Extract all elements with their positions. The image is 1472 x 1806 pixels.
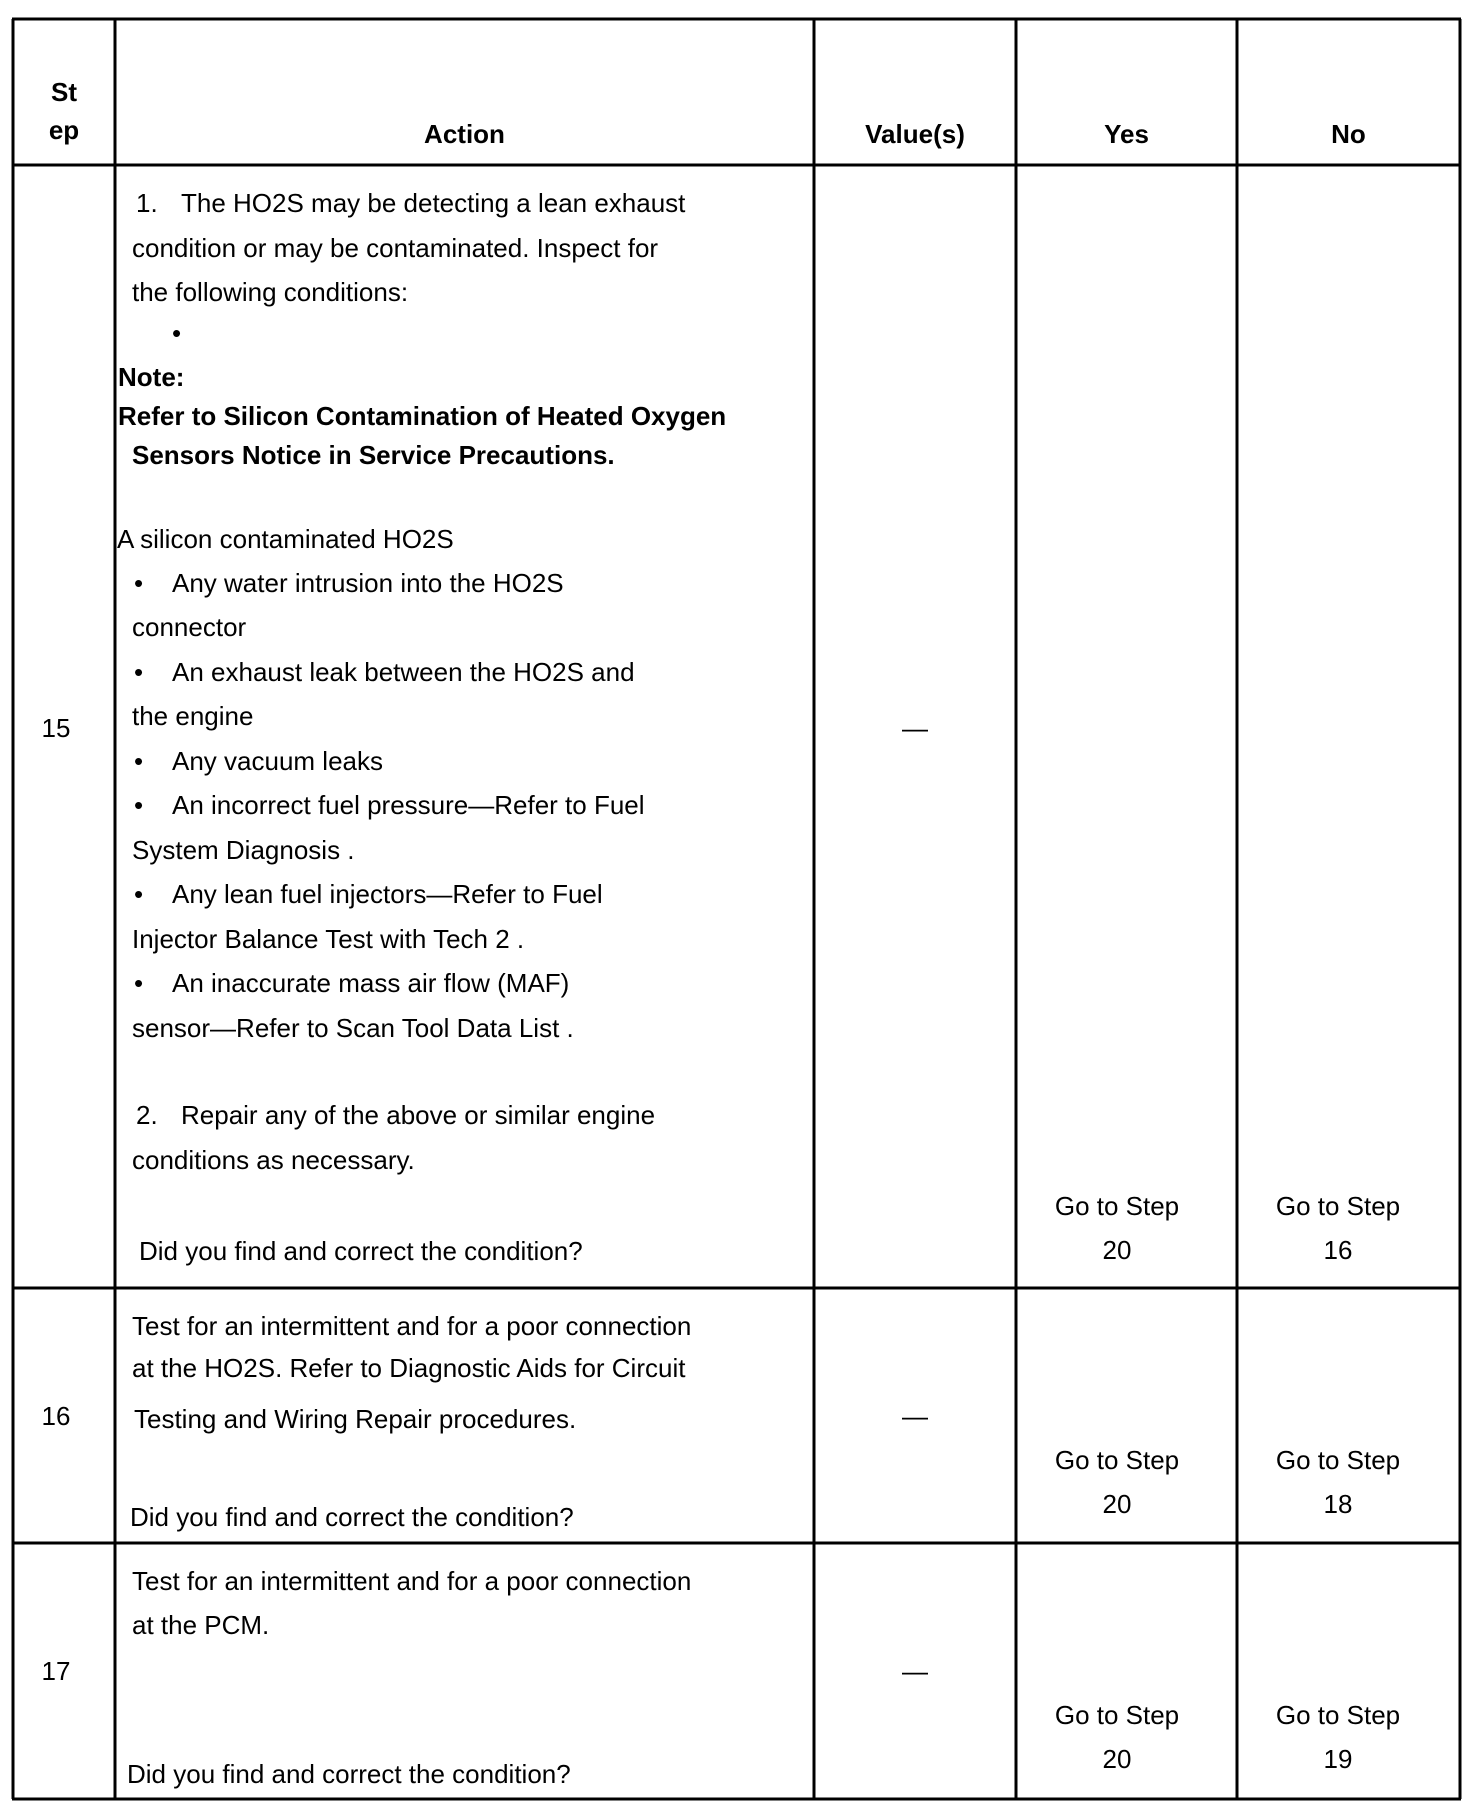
yes-goto-step: 20	[1102, 1489, 1132, 1519]
action-text-line: Repair any of the above or similar engine	[181, 1100, 656, 1130]
value-dash: —	[902, 1401, 928, 1431]
no-goto-step: 19	[1323, 1744, 1353, 1774]
item-number: 1.	[136, 188, 158, 218]
bullet-icon: •	[134, 968, 144, 998]
bullet-icon: •	[134, 879, 144, 909]
action-text-line: Testing and Wiring Repair procedures.	[134, 1404, 577, 1434]
yes-goto-label: Go to Step	[1054, 1445, 1180, 1475]
bullet-text-line: An inaccurate mass air flow (MAF)	[172, 968, 570, 998]
bullet-text-line: Injector Balance Test with Tech 2 .	[132, 924, 525, 954]
bullet-icon: •	[134, 746, 144, 776]
bullet-icon: •	[134, 790, 144, 820]
header-values: Value(s)	[865, 119, 965, 149]
value-dash: —	[902, 713, 928, 743]
action-text-line: A silicon contaminated HO2S	[117, 524, 454, 554]
bullet-text-line: An incorrect fuel pressure—Refer to Fuel	[172, 790, 645, 820]
no-goto-label: Go to Step	[1275, 1191, 1401, 1221]
action-text-line: Test for an intermittent and for a poor connection	[132, 1566, 692, 1596]
bullet-text-line: the engine	[132, 701, 254, 731]
no-goto-step: 16	[1323, 1235, 1353, 1265]
yes-goto	[1017, 1445, 1217, 1519]
bullet-text-line: Any vacuum leaks	[172, 746, 383, 776]
item-number: 2.	[136, 1100, 158, 1130]
header-no: No	[1331, 119, 1366, 149]
bullet-text-line: Any lean fuel injectors—Refer to Fuel	[172, 879, 603, 909]
action-text-line: The HO2S may be detecting a lean exhaust	[181, 188, 686, 218]
value-dash: —	[902, 1656, 928, 1686]
action-text-line: at the PCM.	[132, 1610, 270, 1640]
bullet-text-line: sensor—Refer to Scan Tool Data List .	[132, 1013, 574, 1043]
bullet-text-line: connector	[132, 612, 247, 642]
note-text-line: Refer to Silicon Contamination of Heated Oxygen	[118, 401, 727, 431]
yes-goto-step: 20	[1102, 1235, 1132, 1265]
bullet-text-line: Any water intrusion into the HO2S	[172, 568, 564, 598]
header-step	[14, 77, 114, 145]
no-goto-label: Go to Step	[1275, 1445, 1401, 1475]
question-text: Did you find and correct the condition?	[139, 1236, 583, 1266]
step-number: 16	[41, 1401, 71, 1431]
yes-goto-label: Go to Step	[1054, 1191, 1180, 1221]
step-number: 17	[41, 1656, 71, 1686]
bullet-text-line: An exhaust leak between the HO2S and	[172, 657, 635, 687]
action-text-line: at the HO2S. Refer to Diagnostic Aids for Circuit	[132, 1353, 686, 1383]
question-text: Did you find and correct the condition?	[130, 1502, 574, 1532]
no-goto-label: Go to Step	[1275, 1700, 1401, 1730]
bullet-icon: •	[134, 657, 144, 687]
action-text-line: condition or may be contaminated. Inspect for	[132, 233, 659, 263]
header-action: Action	[424, 119, 505, 149]
header-step-line1: St	[51, 77, 77, 107]
no-goto-step: 18	[1323, 1489, 1353, 1519]
bullet-icon: •	[172, 318, 182, 348]
no-goto	[1238, 1191, 1438, 1265]
yes-goto	[1017, 1191, 1217, 1265]
yes-goto-label: Go to Step	[1054, 1700, 1180, 1730]
yes-goto	[1017, 1700, 1217, 1774]
note-label: Note:	[118, 362, 185, 392]
action-text-line: conditions as necessary.	[132, 1145, 415, 1175]
bullet-text-line: System Diagnosis .	[132, 835, 355, 865]
header-yes: Yes	[1104, 119, 1149, 149]
note-text-line: Sensors Notice in Service Precautions.	[132, 440, 615, 470]
action-text-line: Test for an intermittent and for a poor connection	[132, 1311, 692, 1341]
step-number: 15	[41, 713, 71, 743]
action-text-line: the following conditions:	[132, 277, 409, 307]
no-goto	[1238, 1700, 1438, 1774]
bullet-icon: •	[134, 568, 144, 598]
header-step-line2: ep	[48, 115, 80, 145]
no-goto	[1238, 1445, 1438, 1519]
question-text: Did you find and correct the condition?	[127, 1759, 571, 1789]
yes-goto-step: 20	[1102, 1744, 1132, 1774]
